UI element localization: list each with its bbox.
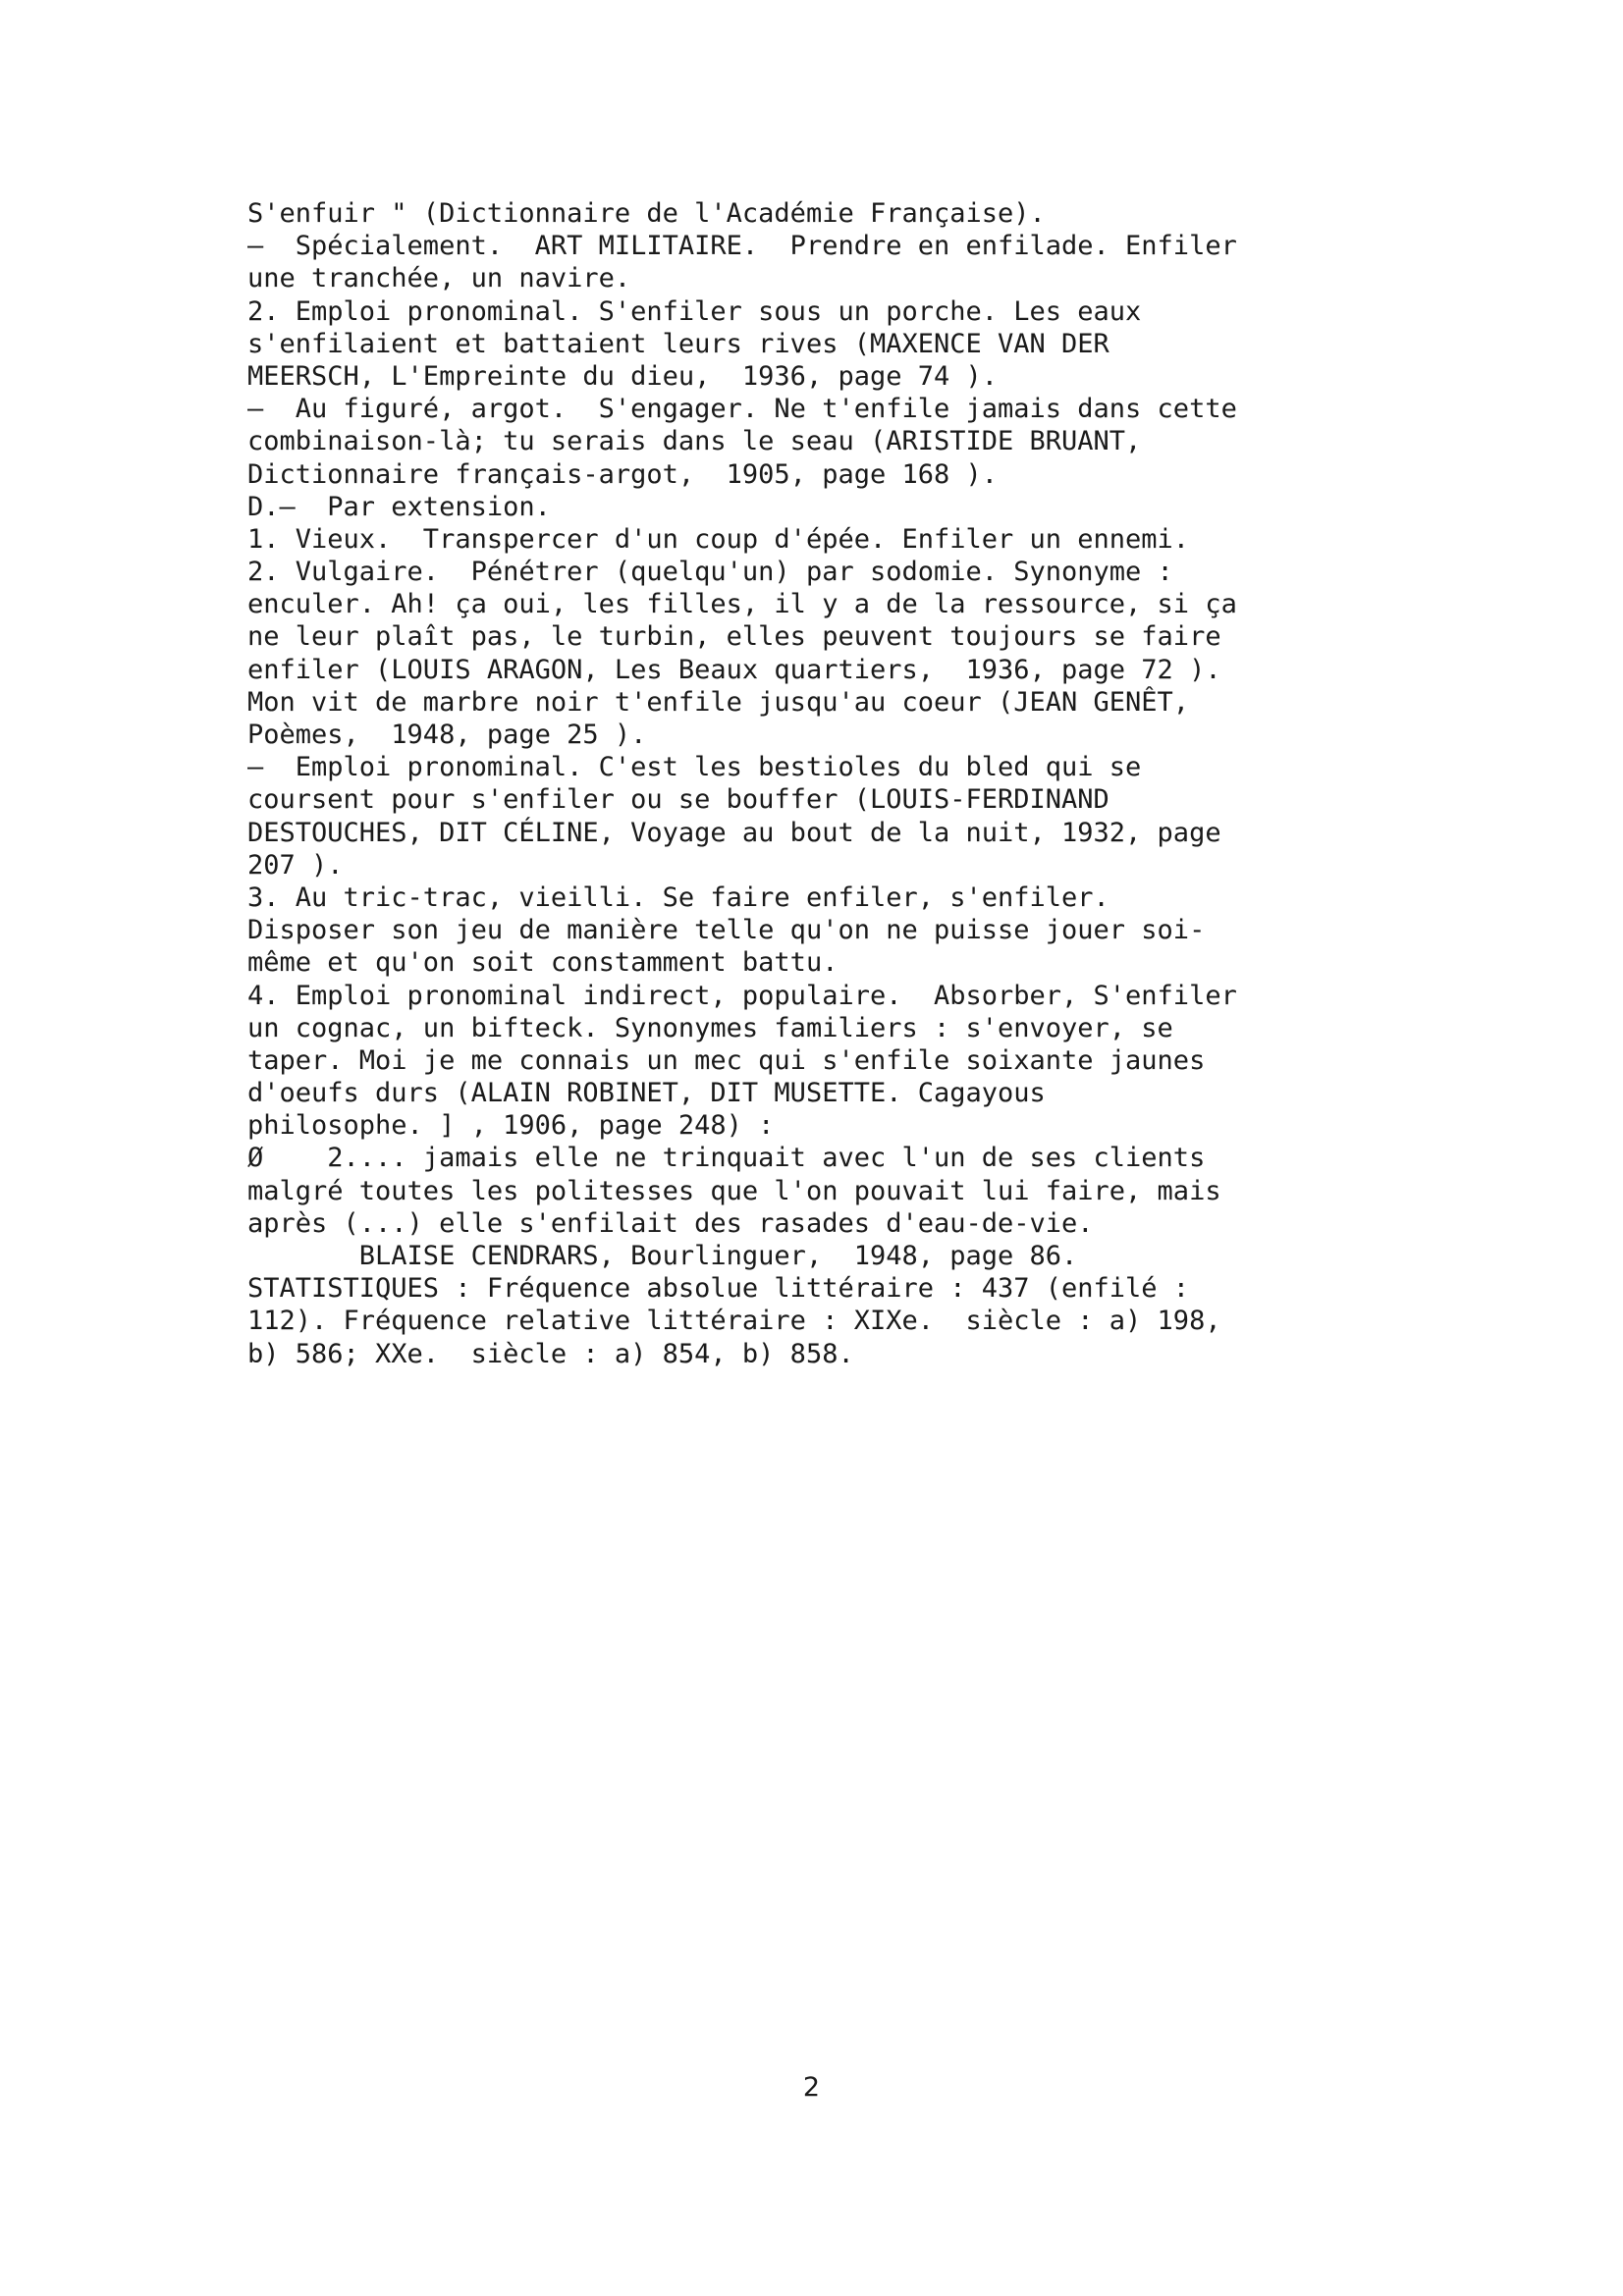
text-line: après (...) elle s'enfilait des rasades d'eau-de-vie. [247, 1207, 1094, 1239]
text-line: b) 586; XXe. siècle : a) 854, b) 858. [247, 1338, 854, 1369]
text-line: Mon vit de marbre noir t'enfile jusqu'au coeur (JEAN GENÊT, [247, 686, 1190, 718]
text-line: — Spécialement. ART MILITAIRE. Prendre en enfilade. Enfiler [247, 231, 1237, 262]
text-line: coursent pour s'enfiler ou se bouffer (LOUIS-FERDINAND [247, 784, 1109, 816]
text-line: philosophe. ] , 1906, page 248) : [247, 1110, 775, 1142]
text-line: enfiler (LOUIS ARAGON, Les Beaux quartiers, 1936, page 72 ). [247, 654, 1221, 685]
dictionary-entry-text [247, 197, 1426, 1370]
text-line: enculer. Ah! ça oui, les filles, il y a de la ressource, si ça [247, 589, 1237, 620]
text-line: combinaison-là; tu serais dans le seau (ARISTIDE BRUANT, [247, 426, 1142, 457]
text-line: DESTOUCHES, DIT CÉLINE, Voyage au bout de la nuit, 1932, page [247, 817, 1221, 848]
text-line: taper. Moi je me connais un mec qui s'enfile soixante jaunes [247, 1044, 1206, 1076]
text-line: 2. Vulgaire. Pénétrer (quelqu'un) par sodomie. Synonyme : [247, 557, 1173, 588]
text-line: 4. Emploi pronominal indirect, populaire. Absorber, S'enfiler [247, 980, 1237, 1011]
text-line: BLAISE CENDRARS, Bourlinguer, 1948, page 86. [247, 1241, 1078, 1271]
text-line: — Emploi pronominal. C'est les bestioles du bled qui se [247, 752, 1142, 783]
text-line: D.— Par extension. [247, 491, 551, 522]
text-line: S'enfuir " (Dictionnaire de l'Académie Française). [247, 198, 1046, 229]
text-line: 207 ). [247, 849, 344, 881]
text-line: Ø 2.... jamais elle ne trinquait avec l'un de ses clients [247, 1143, 1206, 1174]
text-line: Poèmes, 1948, page 25 ). [247, 720, 647, 750]
text-line: ne leur plaît pas, le turbin, elles peuvent toujours se faire [247, 621, 1221, 653]
text-line: STATISTIQUES : Fréquence absolue littéraire : 437 (enfilé : [247, 1273, 1190, 1305]
text-line: Disposer son jeu de manière telle qu'on ne puisse jouer soi- [247, 915, 1206, 946]
text-line: même et qu'on soit constamment battu. [247, 947, 839, 979]
text-line: — Au figuré, argot. S'engager. Ne t'enfile jamais dans cette [247, 394, 1237, 425]
text-line: un cognac, un bifteck. Synonymes familiers : s'envoyer, se [247, 1012, 1173, 1043]
text-line: Dictionnaire français-argot, 1905, page 168 ). [247, 458, 999, 490]
page-number: 2 [802, 2072, 821, 2103]
text-line: 2. Emploi pronominal. S'enfiler sous un porche. Les eaux [247, 295, 1142, 327]
text-line: malgré toutes les politesses que l'on pouvait lui faire, mais [247, 1175, 1221, 1206]
text-line: 112). Fréquence relative littéraire : XIXe. siècle : a) 198, [247, 1306, 1221, 1337]
text-line: s'enfilaient et battaient leurs rives (MAXENCE VAN DER [247, 328, 1109, 359]
text-line: MEERSCH, L'Empreinte du dieu, 1936, page 74 ). [247, 360, 999, 392]
text-line: 3. Au tric-trac, vieilli. Se faire enfiler, s'enfiler. [247, 881, 1109, 913]
text-line: d'oeufs durs (ALAIN ROBINET, DIT MUSETTE. Cagayous [247, 1078, 1046, 1109]
text-line: une tranchée, un navire. [247, 263, 631, 294]
text-line: 1. Vieux. Transpercer d'un coup d'épée. Enfiler un ennemi. [247, 523, 1190, 555]
